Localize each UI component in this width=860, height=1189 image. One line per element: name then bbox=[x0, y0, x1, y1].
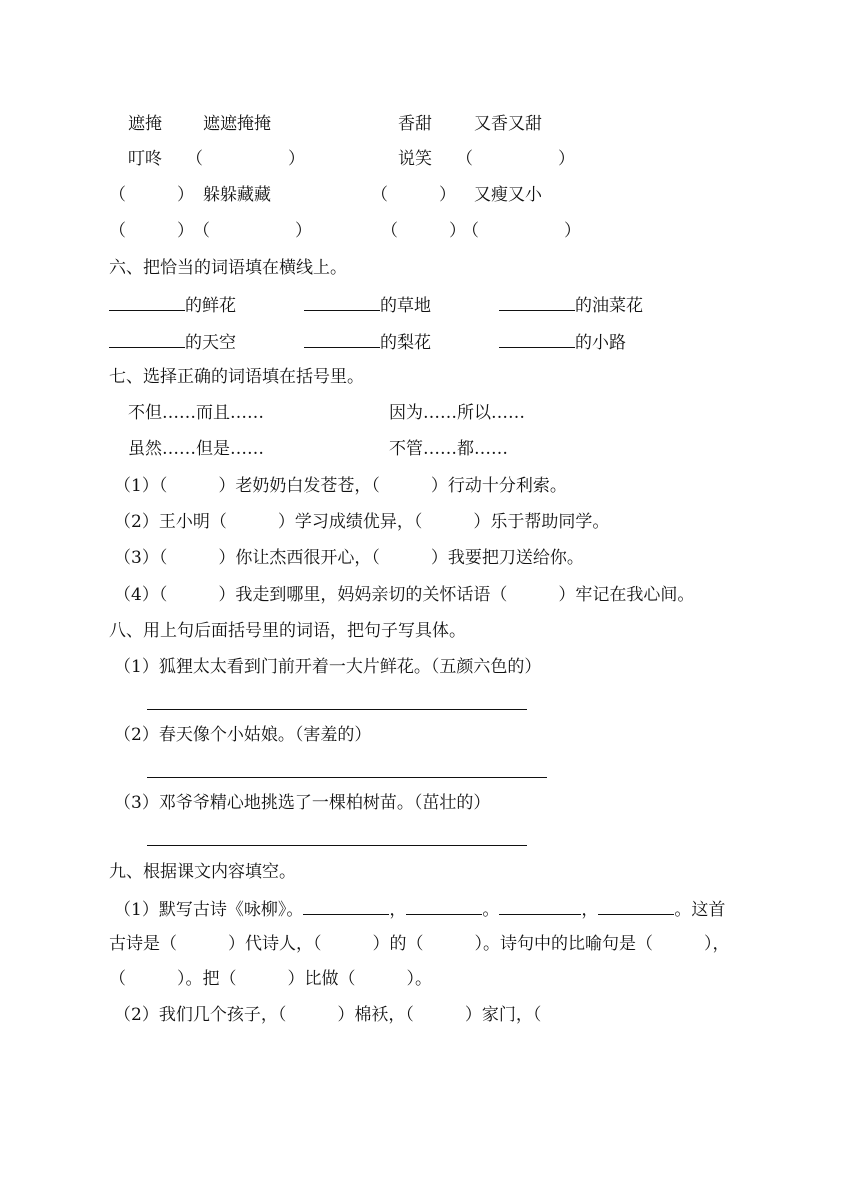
blank-row4-4[interactable]: （ ） bbox=[462, 221, 581, 241]
section8-q1: （1）狐狸太太看到门前开着一大片鲜花。（五颜六色的） bbox=[114, 657, 542, 677]
section8-q3: （3）邓爷爷精心地挑选了一棵柏树苗。（茁壮的） bbox=[114, 793, 491, 813]
blank-row4-3[interactable]: （ ） bbox=[381, 221, 466, 241]
fill-blank-5[interactable] bbox=[304, 331, 380, 348]
blank-row3-1[interactable]: （ ） bbox=[109, 185, 194, 205]
section8-title: 八、用上句后面括号里的词语，把句子写具体。 bbox=[109, 621, 466, 641]
section9-q1-line2: 古诗是（ ）代诗人，（ ）的（ ）。诗句中的比喻句是（ ）， bbox=[109, 934, 730, 954]
section7-q1: （1）（ ）老奶奶白发苍苍，（ ）行动十分利索。 bbox=[114, 476, 567, 496]
option-buguan: 不管……都…… bbox=[389, 439, 508, 459]
poem-blank-3[interactable] bbox=[499, 898, 581, 915]
fill-blank-6[interactable] bbox=[499, 331, 575, 348]
fill-item-4: 的天空 bbox=[109, 331, 236, 353]
section9-q1-line1: （1）默写古诗《咏柳》。 ， 。 ， 。这首 bbox=[114, 900, 726, 920]
fill-blank-1[interactable] bbox=[109, 294, 185, 311]
section8-q2: （2）春天像个小姑娘。（害羞的） bbox=[114, 725, 372, 745]
option-budan: 不但……而且…… bbox=[128, 403, 264, 423]
option-yinwei: 因为……所以…… bbox=[389, 403, 525, 423]
fill-item-5: 的梨花 bbox=[304, 331, 431, 353]
blank-row4-2[interactable]: （ ） bbox=[193, 221, 312, 241]
option-suiran: 虽然……但是…… bbox=[128, 439, 264, 459]
word-youshouyouxiao: 又瘦又小 bbox=[474, 185, 542, 205]
section7-title: 七、选择正确的词语填在括号里。 bbox=[109, 367, 364, 387]
poem-blank-4[interactable] bbox=[598, 898, 674, 915]
section9-title: 九、根据课文内容填空。 bbox=[109, 862, 296, 882]
word-youxiangyoutian: 又香又甜 bbox=[474, 114, 542, 134]
fill-item-1: 的鲜花 bbox=[109, 294, 236, 316]
fill-blank-2[interactable] bbox=[304, 294, 380, 311]
answer-line-2[interactable] bbox=[147, 777, 547, 778]
blank-row3-2[interactable]: （ ） bbox=[371, 185, 456, 205]
section7-q3: （3）（ ）你让杰西很开心，（ ）我要把刀送给你。 bbox=[114, 548, 584, 568]
word-yanyan: 遮掩 bbox=[128, 114, 162, 134]
fill-item-3: 的油菜花 bbox=[499, 294, 643, 316]
fill-blank-4[interactable] bbox=[109, 331, 185, 348]
answer-line-1[interactable] bbox=[147, 709, 527, 710]
fill-blank-3[interactable] bbox=[499, 294, 575, 311]
answer-line-3[interactable] bbox=[147, 845, 527, 846]
section7-q4: （4）（ ）我走到哪里，妈妈亲切的关怀话语（ ）牢记在我心间。 bbox=[114, 585, 695, 605]
fill-item-6: 的小路 bbox=[499, 331, 626, 353]
blank-shuoxiao[interactable]: （ ） bbox=[456, 149, 575, 169]
section9-q1-line3: （ ）。把（ ）比做（ ）。 bbox=[109, 969, 432, 989]
word-duoduocangcang: 躲躲藏藏 bbox=[203, 185, 271, 205]
poem-blank-1[interactable] bbox=[303, 898, 389, 915]
word-zhezheyanyan: 遮遮掩掩 bbox=[203, 114, 271, 134]
word-shuoxiao: 说笑 bbox=[398, 149, 432, 169]
section7-q2: （2）王小明（ ）学习成绩优异，（ ）乐于帮助同学。 bbox=[114, 512, 610, 532]
blank-dingdong[interactable]: （ ） bbox=[186, 149, 305, 169]
blank-row4-1[interactable]: （ ） bbox=[109, 221, 194, 241]
poem-blank-2[interactable] bbox=[406, 898, 482, 915]
word-xiangtian: 香甜 bbox=[398, 114, 432, 134]
word-dingdong: 叮咚 bbox=[128, 149, 162, 169]
section9-q2: （2）我们几个孩子，（ ）棉袄，（ ）家门，（ bbox=[114, 1005, 542, 1025]
section6-title: 六、把恰当的词语填在横线上。 bbox=[109, 258, 347, 278]
fill-item-2: 的草地 bbox=[304, 294, 431, 316]
